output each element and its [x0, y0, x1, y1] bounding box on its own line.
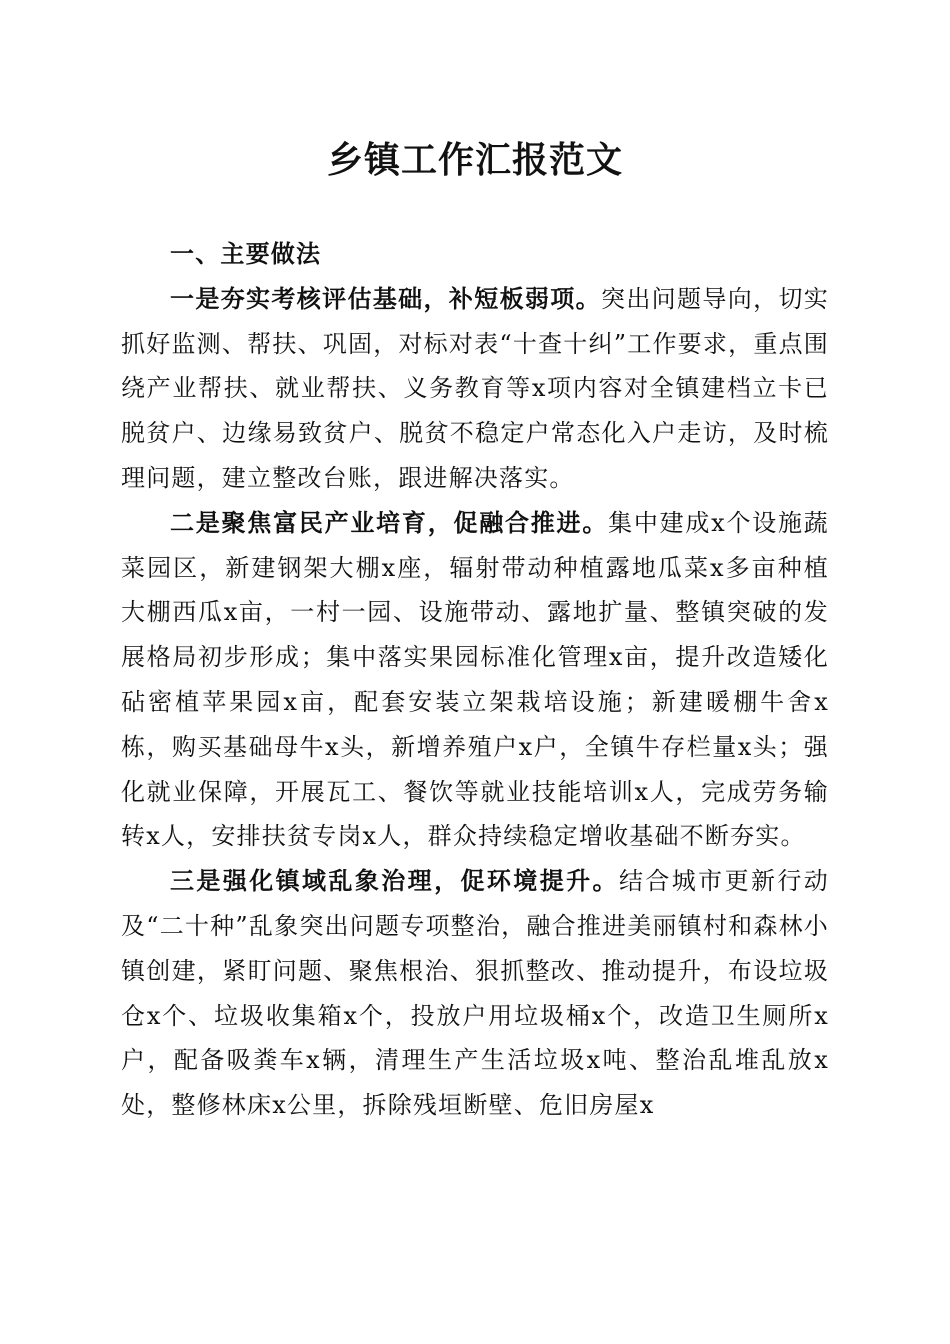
paragraph-3-lead: 三是强化镇域乱象治理，促环境提升。: [170, 866, 619, 896]
section-heading: 一、主要做法: [170, 240, 322, 268]
document-body: [121, 232, 829, 1128]
paragraph-2-lead: 二是聚焦富民产业培育，促融合推进。: [170, 507, 609, 537]
paragraph-2-text: 集中建成x个设施蔬菜园区，新建钢架大棚x座，辐射带动种植露地瓜菜x多亩种植大棚西瓜x亩，一村一园、设施带动、露地扩量、整镇突破的发展格局初步形成；集中落实果园标准化管理x亩，提升改造矮化砧密植苹果园x亩，配套安装立架栽培设施；新建暖棚牛舍x栋，购买基础母牛x头，新增养殖户x户，全镇牛存栏量x头；强化就业保障，开展瓦工、餐饮等就业技能培训x人，完成劳务输转x人，安排扶贫专岗x人，群众持续稳定增收基础不断夯实。: [121, 508, 829, 851]
paragraph-3-text: 结合城市更新行动及“二十种”乱象突出问题专项整治，融合推进美丽镇村和森林小镇创建，紧盯问题、聚焦根治、狠抓整改、推动提升，布设垃圾仓x个、垃圾收集箱x个，投放户用垃圾桶x个，改造卫生厕所x户，配备吸粪车x辆，清理生产生活垃圾x吨、整治乱堆乱放x处，整修林床x公里，拆除残垣断壁、危旧房屋x: [121, 867, 829, 1120]
paragraph-3: [121, 859, 829, 1128]
paragraph-1-text: 突出问题导向，切实抓好监测、帮扶、巩固，对标对表“十查十纠”工作要求，重点围绕产业帮扶、就业帮扶、义务教育等x项内容对全镇建档立卡已脱贫户、边缘易致贫户、脱贫不稳定户常态化入户走访，及时梳理问题，建立整改台账，跟进解决落实。: [121, 284, 829, 492]
paragraph-1: [121, 277, 829, 501]
paragraph-2: [121, 501, 829, 859]
document-title: 乡镇工作汇报范文: [326, 139, 623, 181]
paragraph-1-lead: 一是夯实考核评估基础，补短板弱项。: [170, 283, 601, 313]
